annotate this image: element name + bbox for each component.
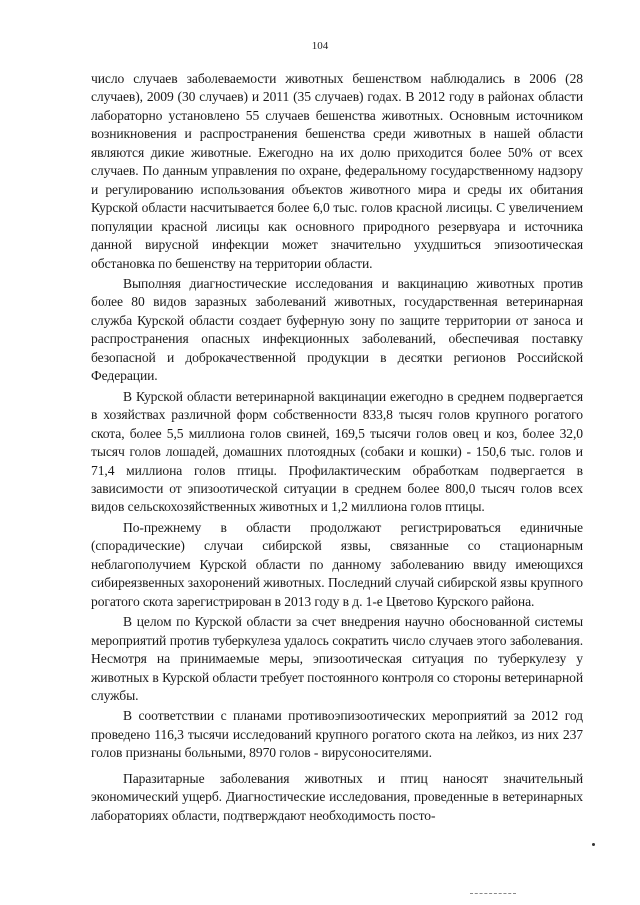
- paragraph-anthrax: По-прежнему в области продолжают регистрироваться единичные (спорадические) случаи сибирской язвы, связанные со стационарным неблагополучием Курской области по данному заболеванию ввиду имеющихся сибиреязвенных захоронений животных. Последний случай сибирской язвы крупного рогатого скота зарегистрирован в 2013 году в д. 1-е Цветово Курского района.: [91, 519, 583, 609]
- scan-artifact-dot: [592, 843, 595, 846]
- paragraph-tuberculosis: В целом по Курской области за счет внедрения научно обоснованной системы мероприятий против туберкулеза удалось сократить число случаев этого заболевания. Несмотря на принимаемые меры, эпизоотическая ситуация по туберкулезу у животных в Курской области требует постоянного контроля со стороны ветеринарной службы.: [91, 614, 583, 703]
- body-text: [91, 70, 583, 827]
- scan-artifact-line: [470, 893, 516, 895]
- paragraph-vaccination-volumes: В Курской области ветеринарной вакцинации ежегодно в среднем подвергается в хозяйствах различной форм собственности 833,8 тысяч голов крупного рогатого скота, более 5,5 миллиона голов свиней, 169,5 тысячи голов овец и коз, более 32,0 тысяч голов лошадей, домашних плотоядных (собаки и кошки) - 150,6 тыс. голов и 71,4 миллиона голов птицы. Профилактическим обработкам подвергается в зависимости от эпизоотической ситуации в среднем более 800,0 тысяч голов всех видов сельскохозяйственных животных и 1,2 миллиона голов птицы.: [91, 388, 583, 515]
- paragraph-rabies-cases: число случаев заболеваемости животных бешенством наблюдались в 2006 (28 случаев), 2009 (30 случаев) и 2011 (35 случаев) годах. В 2012 году в районах области лабораторно установлено 55 случаев бешенства животных. Основным источником возникновения и распространения бешенства среди животных в нашей области являются дикие животные. Ежегодно на их долю приходится более 50% от всех случаев. По данным управления по охране, федеральному государственному надзору и регулированию использования объектов животного мира и среды их обитания Курской области насчитывается более 6,0 тыс. голов красной лисицы. С увеличением популяции красной лисицы как основного природного резервуара и источника данной вирусной инфекции может значительно ухудшиться эпизоотическая обстановка по бешенству на территории области.: [91, 71, 583, 271]
- paragraph-parasitic-diseases: Паразитарные заболевания животных и птиц наносят значительный экономический ущерб. Диагностические исследования, проведенные в ветеринарных лабораториях области, подтверждают необходимость посто-: [91, 770, 583, 823]
- paragraph-leukosis: В соответствии с планами противоэпизоотических мероприятий за 2012 год проведено 116,3 тысячи исследований крупного рогатого скота на лейкоз, из них 237 голов признаны больными, 8970 голов - вирусоносителями.: [91, 708, 583, 761]
- page-number: 104: [311, 40, 329, 52]
- paragraph-diagnostics-buffer-zone: Выполняя диагностические исследования и вакцинацию животных против более 80 видов заразных заболеваний животных, государственная ветеринарная служба Курской области создает буферную зону по защите территории от заноса и распространения опасных инфекционных заболеваний, обеспечивая поставку безопасной и доброкачественной продукции в десятки регионов Российской Федерации.: [91, 275, 583, 384]
